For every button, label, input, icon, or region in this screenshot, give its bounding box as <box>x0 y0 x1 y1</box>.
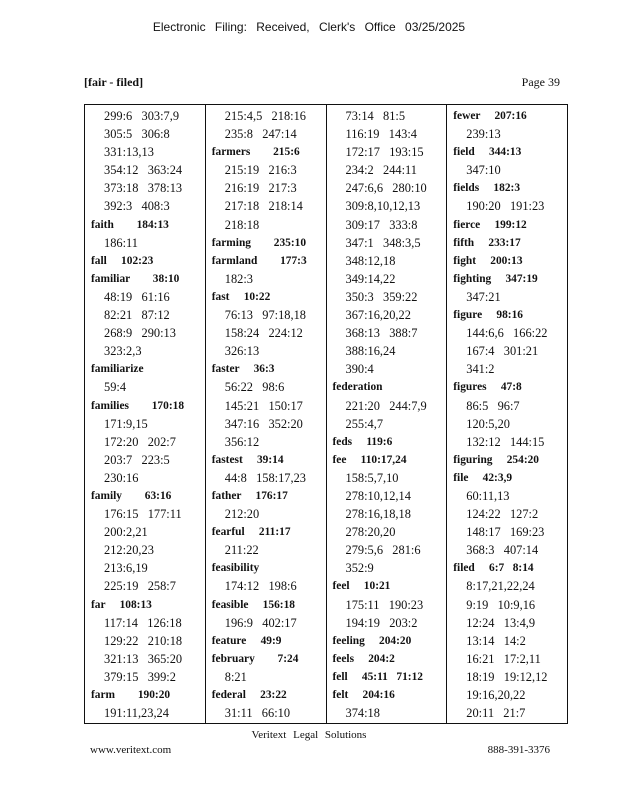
page-line-refs: 373:18 378:13 <box>104 181 183 196</box>
page-line-refs: 305:5 306:8 <box>104 127 170 142</box>
page-line-refs: 44:8 158:17,23 <box>224 470 306 485</box>
index-term: fee 110:17,24 <box>332 453 407 466</box>
page-line-refs: 174:12 198:6 <box>224 579 297 594</box>
footer-phone: 888-391-3376 <box>487 744 550 756</box>
page-line-refs: 235:8 247:14 <box>224 127 297 142</box>
index-term: farmers 215:6 <box>211 146 300 159</box>
page-line-refs: 186:11 <box>104 235 138 250</box>
word-index-table <box>84 104 568 724</box>
index-term: fastest 39:14 <box>211 453 284 466</box>
index-term: fight 200:13 <box>453 254 523 267</box>
page-line-refs: 299:6 303:7,9 <box>104 109 180 123</box>
page-line-refs: 172:20 202:7 <box>104 434 176 449</box>
page-line-refs: 171:9,15 <box>104 416 148 431</box>
page-number: Page 39 <box>521 75 560 89</box>
page-line-refs: 203:7 223:5 <box>104 452 170 467</box>
page-line-refs: 9:19 10:9,16 <box>466 597 536 612</box>
index-term: fields 182:3 <box>453 182 521 195</box>
index-column-3 <box>327 105 448 723</box>
index-term: fifth 233:17 <box>453 236 521 249</box>
page-line-refs: 86:5 96:7 <box>466 398 520 413</box>
page-line-refs: 374:18 <box>345 706 380 721</box>
page-line-refs: 221:20 244:7,9 <box>345 398 427 413</box>
page-line-refs: 230:16 <box>104 470 139 485</box>
page-line-refs: 354:12 363:24 <box>104 163 183 178</box>
page-line-refs: 349:14,22 <box>345 271 396 286</box>
page-line-refs: 132:12 144:15 <box>466 434 545 449</box>
index-term: fewer 207:16 <box>453 110 527 122</box>
page-line-refs: 117:14 126:18 <box>104 615 182 630</box>
page-line-refs: 129:22 210:18 <box>104 633 183 648</box>
index-term: feature 49:9 <box>211 634 282 647</box>
page-line-refs: 392:3 408:3 <box>104 199 170 214</box>
index-column-4 <box>447 105 567 723</box>
page-line-refs: 176:15 177:11 <box>104 507 182 522</box>
page-line-refs: 347:16 352:20 <box>224 416 303 431</box>
index-term: feeling 204:20 <box>332 634 412 647</box>
index-term: fall 102:23 <box>91 254 154 267</box>
page-line-refs: 212:20,23 <box>104 543 154 558</box>
index-column-1 <box>85 105 206 723</box>
page-line-refs: 268:9 290:13 <box>104 326 176 341</box>
page-line-refs: 278:10,12,14 <box>345 488 411 503</box>
index-term: fast 10:22 <box>211 290 271 303</box>
index-term: far 108:13 <box>91 598 152 611</box>
page-line-refs: 367:16,20,22 <box>345 308 411 323</box>
page-line-refs: 82:21 87:12 <box>104 308 170 323</box>
page-line-refs: 194:19 203:2 <box>345 615 418 630</box>
page-line-refs: 60:11,13 <box>466 488 510 503</box>
footer-company: Veritext Legal Solutions <box>251 729 367 741</box>
page-line-refs: 167:4 301:21 <box>466 344 539 359</box>
page-line-refs: 120:5,20 <box>466 416 510 431</box>
page-line-refs: 196:9 402:17 <box>224 615 297 630</box>
page-line-refs: 326:13 <box>224 344 260 359</box>
index-term: filed 6:7 8:14 <box>453 562 534 575</box>
page-line-refs: 279:5,6 281:6 <box>345 543 421 558</box>
page-line-refs: 215:4,5 218:16 <box>224 109 306 123</box>
page-line-refs: 18:19 19:12,12 <box>466 669 548 684</box>
page-line-refs: 48:19 61:16 <box>104 289 170 304</box>
page-line-refs: 247:6,6 280:10 <box>345 181 427 196</box>
index-term: farmland 177:3 <box>211 254 307 267</box>
index-term: fearful 211:17 <box>211 526 291 539</box>
index-term: feasible 156:18 <box>211 598 295 611</box>
page-line-refs: 368:3 407:14 <box>466 543 539 558</box>
page-line-refs: 225:19 258:7 <box>104 579 176 594</box>
filing-stamp: Electronic Filing: Received, Clerk's Office 03/25/2025 <box>152 20 466 34</box>
index-term: family 63:16 <box>91 489 172 502</box>
index-range: [fair - filed] <box>84 75 144 89</box>
index-term: february 7:24 <box>211 652 299 665</box>
page-line-refs: 76:13 97:18,18 <box>224 308 306 323</box>
page-line-refs: 172:17 193:15 <box>345 145 424 160</box>
page-line-refs: 124:22 127:2 <box>466 507 539 522</box>
footer-website: www.veritext.com <box>90 744 172 756</box>
page-line-refs: 73:14 81:5 <box>345 109 406 123</box>
page-line-refs: 191:11,23,24 <box>104 706 169 721</box>
page-line-refs: 321:13 365:20 <box>104 651 183 666</box>
index-term: federal 23:22 <box>211 689 287 701</box>
index-term: farming 235:10 <box>211 236 307 249</box>
index-term: faith 184:13 <box>91 218 169 231</box>
page-line-refs: 211:22 <box>224 543 259 558</box>
page-line-refs: 347:1 348:3,5 <box>345 235 421 250</box>
page-line-refs: 347:21 <box>466 289 501 304</box>
index-term: familiar 38:10 <box>91 272 180 285</box>
page-line-refs: 234:2 244:11 <box>345 163 417 178</box>
index-term: familiarize <box>91 363 144 376</box>
page-line-refs: 8:17,21,22,24 <box>466 579 535 594</box>
page-line-refs: 239:13 <box>466 127 501 142</box>
index-term: feels 204:2 <box>332 652 395 665</box>
page-line-refs: 218:18 <box>224 217 260 232</box>
page-line-refs: 348:12,18 <box>345 253 396 268</box>
page-line-refs: 331:13,13 <box>104 145 154 160</box>
page-line-refs: 212:20 <box>224 507 260 522</box>
page-line-refs: 309:17 333:8 <box>345 217 418 232</box>
index-term: fell 45:11 71:12 <box>332 670 423 683</box>
page-line-refs: 8:21 <box>224 669 247 684</box>
page-line-refs: 278:16,18,18 <box>345 507 411 522</box>
page-line-refs: 116:19 143:4 <box>345 127 417 142</box>
index-term: figures 47:8 <box>453 381 522 394</box>
page-line-refs: 379:15 399:2 <box>104 669 176 684</box>
index-term: figuring 254:20 <box>453 453 539 466</box>
page-line-refs: 213:6,19 <box>104 561 148 576</box>
page-line-refs: 368:13 388:7 <box>345 326 418 341</box>
index-column-2 <box>206 105 327 723</box>
page-line-refs: 255:4,7 <box>345 416 384 431</box>
page-line-refs: 352:9 <box>345 561 374 576</box>
page-line-refs: 323:2,3 <box>104 344 142 359</box>
index-term: father 176:17 <box>211 489 288 502</box>
page-line-refs: 215:19 216:3 <box>224 163 297 178</box>
page-line-refs: 278:20,20 <box>345 525 396 540</box>
page-line-refs: 388:16,24 <box>345 344 396 359</box>
page-line-refs: 182:3 <box>224 271 253 286</box>
index-term: felt 204:16 <box>332 689 395 701</box>
page-line-refs: 158:5,7,10 <box>345 470 399 485</box>
page-line-refs: 190:20 191:23 <box>466 199 545 214</box>
page-line-refs: 148:17 169:23 <box>466 525 545 540</box>
index-term: feel 10:21 <box>332 580 391 593</box>
page-line-refs: 350:3 359:22 <box>345 289 418 304</box>
index-term: fierce 199:12 <box>453 218 527 231</box>
page-line-refs: 200:2,21 <box>104 525 148 540</box>
page-line-refs: 20:11 21:7 <box>466 706 526 721</box>
index-term: faster 36:3 <box>211 363 275 376</box>
page-line-refs: 145:21 150:17 <box>224 398 303 413</box>
page-line-refs: 217:18 218:14 <box>224 199 303 214</box>
index-term: field 344:13 <box>453 146 522 159</box>
page-line-refs: 216:19 217:3 <box>224 181 297 196</box>
page-line-refs: 19:16,20,22 <box>466 688 526 702</box>
index-term: fighting 347:19 <box>453 272 538 285</box>
index-term: federation <box>332 381 383 394</box>
page-line-refs: 59:4 <box>104 380 127 395</box>
page-line-refs: 158:24 224:12 <box>224 326 303 341</box>
page-line-refs: 347:10 <box>466 163 501 178</box>
index-term: file 42:3,9 <box>453 471 513 484</box>
index-term: feasibility <box>211 562 260 575</box>
page-line-refs: 390:4 <box>345 362 374 377</box>
page-line-refs: 309:8,10,12,13 <box>345 199 421 214</box>
page-line-refs: 144:6,6 166:22 <box>466 326 548 341</box>
page-line-refs: 356:12 <box>224 434 260 449</box>
page-line-refs: 56:22 98:6 <box>224 380 285 395</box>
page-line-refs: 31:11 66:10 <box>224 706 291 721</box>
index-term: families 170:18 <box>91 399 185 412</box>
page-line-refs: 341:2 <box>466 362 495 377</box>
page-line-refs: 12:24 13:4,9 <box>466 615 536 630</box>
index-term: feds 119:6 <box>332 435 393 448</box>
page-line-refs: 16:21 17:2,11 <box>466 651 541 666</box>
index-term: farm 190:20 <box>91 689 171 701</box>
page-line-refs: 13:14 14:2 <box>466 633 526 648</box>
index-term: figure 98:16 <box>453 309 523 322</box>
page-line-refs: 175:11 190:23 <box>345 597 424 612</box>
